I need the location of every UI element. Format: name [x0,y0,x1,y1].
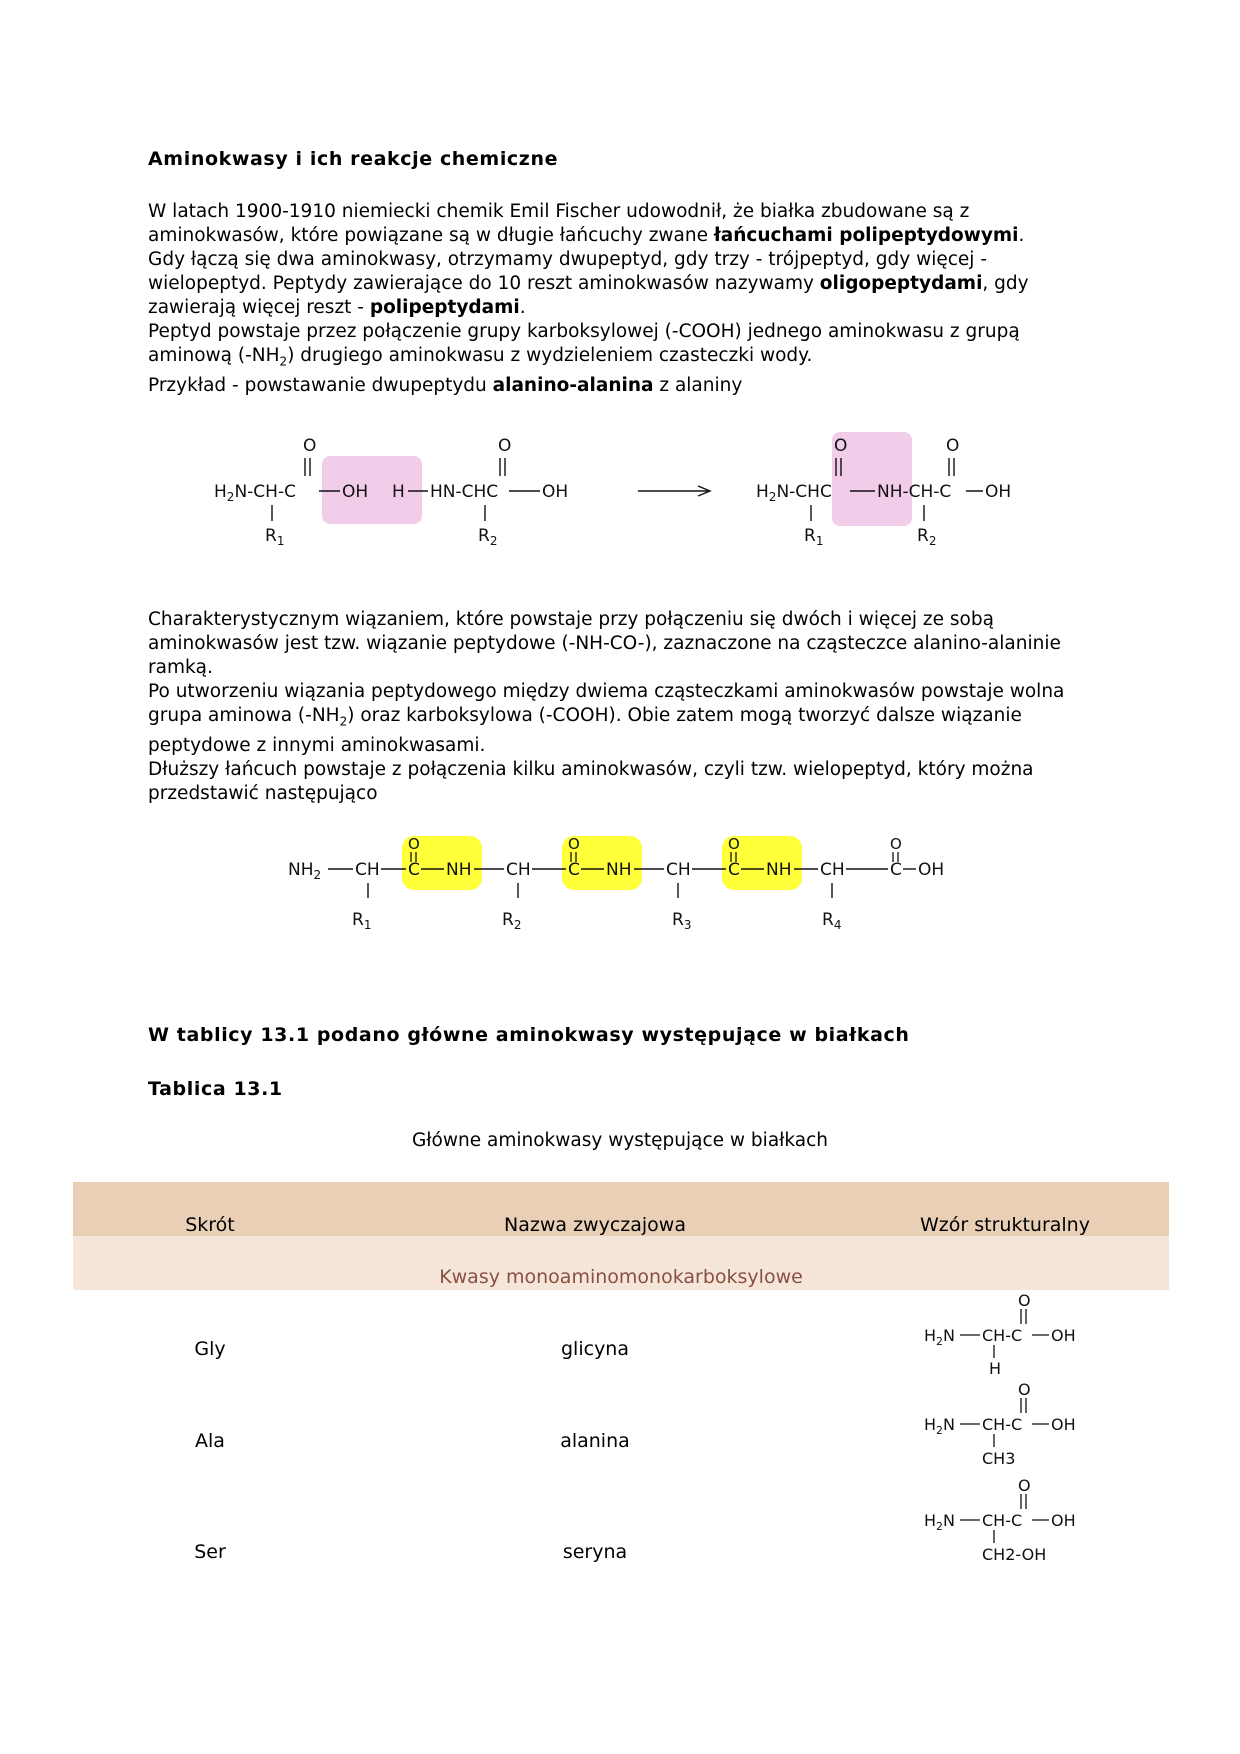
svg-text:H: H [392,482,405,502]
group-label: Kwasy monoaminomonokarboksylowe [439,1266,803,1288]
row-gly-name: glicyna [561,1338,629,1360]
svg-text:OH: OH [542,482,569,502]
row-gly-abbr: Gly [194,1338,226,1360]
svg-text:O: O [946,436,960,456]
svg-text:CH: CH [666,860,691,880]
svg-text:CH: CH [355,860,380,880]
svg-text:R1: $R_1$ [352,910,372,932]
header-name: Nazwa zwyczajowa [504,1214,686,1236]
page-title: Aminokwasy i ich reakcje chemiczne [148,148,559,170]
svg-text:OH: OH [1051,1511,1076,1530]
svg-text:O: O [1018,1380,1031,1399]
svg-text:NH-CH-C: NH-CH-C [877,482,952,502]
svg-text:OH: OH [985,482,1012,502]
alanine-formula [918,1377,1098,1477]
svg-text:CH-C: CH-C [982,1326,1023,1345]
table-caption: Główne aminokwasy występujące w białkach [411,1130,829,1151]
alanine-side-chain: CH3 [982,1449,1016,1468]
svg-text:NH: NH [606,860,632,880]
header-formula: Wzór strukturalny [920,1214,1090,1236]
svg-text:R3: $R_3$ [672,910,692,932]
svg-text:O: O [1018,1476,1031,1495]
row-ser-abbr: Ser [194,1541,226,1563]
row-ala-name: alanina [560,1430,630,1452]
svg-text:C: C [890,860,902,880]
svg-text:OH: OH [1051,1326,1076,1345]
water-highlight [322,456,422,524]
header-abbr: Skrót [185,1214,235,1236]
svg-text:H2N: $H_2N$ [924,1511,955,1533]
svg-text:C: C [568,860,580,880]
svg-text:C: C [728,860,740,880]
row-ala-abbr: Ala [195,1430,225,1452]
svg-text:O: O [408,835,420,853]
svg-text:O: O [498,436,512,456]
svg-text:H2N-CHC: $H_2N$-CHC [756,482,832,504]
svg-text:CH: CH [820,860,845,880]
svg-text:C: C [408,860,420,880]
svg-text:NH2: $NH_2$ [288,860,322,882]
svg-text:NH: NH [446,860,472,880]
svg-text:R1: $R_1$ [804,526,824,548]
serine-formula [918,1473,1098,1603]
svg-text:R2: $R_2$ [478,526,498,548]
svg-text:HN-CHC: HN-CHC [430,482,499,502]
svg-text:NH: NH [766,860,792,880]
svg-text:O: O [834,436,848,456]
svg-text:OH: OH [1051,1415,1076,1434]
svg-text:CH-C: CH-C [982,1415,1023,1434]
svg-text:R2: $R_2$ [917,526,937,548]
polypeptide-diagram [280,830,980,940]
svg-text:CH-C: CH-C [982,1511,1023,1530]
svg-text:O: O [728,835,740,853]
peptide-bond-paragraph: Charakterystycznym wiązaniem, które powstaje przy połączeniu się dwóch i więcej ze sobą aminokwasów jest tzw. wiązanie peptydowe (-NH-CO-), zaznaczone na cząsteczce alanino-alaninie ramką. Po utworzeniu wiązania peptydowego między dwiema cząsteczkami aminokwasów powstaje wolna grupa aminowa $(-NH_2)$ oraz karboksylowa (-COOH). Obie zatem mogą tworzyć dalsze wiązanie peptydowe z innymi aminokwasami. Dłuższy łańcuch powstaje z połączenia kilku aminokwasów, czyli tzw. wielopeptyd, który można przedstawić następująco [148,609,1065,804]
svg-text:O: O [568,835,580,853]
table-label: Tablica 13.1 [148,1078,283,1100]
svg-text:H2N-CH-C: $H_2N-CH-C$ [214,482,296,504]
svg-text:R2: $R_2$ [502,910,522,932]
glycine-side-chain: H [989,1359,1002,1378]
svg-text:H2N: $H_2N$ [924,1415,955,1437]
svg-text:O: O [303,436,317,456]
svg-text:CH: CH [506,860,531,880]
svg-text:O: O [890,835,902,853]
reaction-diagram [200,420,1060,560]
intro-paragraph: W latach 1900-1910 niemiecki chemik Emil Fischer udowodnił, że białka zbudowane są z aminokwasów, które powiązane są w długie łańcuchy zwane łańcuchami polipeptydowymi. Gdy łączą się dwa aminokwasy, otrzymamy dwupeptyd, gdy trzy - trójpeptyd, gdy więcej - wielopeptyd. Peptydy zawierające do 10 reszt aminokwasów nazywamy oligopeptydami, gdy zawierają więcej reszt - polipeptydami. Peptyd powstaje przez połączenie grupy karboksylowej (-COOH) jednego aminokwasu z grupą aminową $(-NH_2)$ drugiego aminokwasu z wydzieleniem czasteczki wody. Przykład - powstawanie dwupeptydu alanino-alanina z alaniny [148,201,1029,396]
svg-text:R4: $R_4$ [822,910,842,932]
svg-text:H2N: $H_2N$ [924,1326,955,1348]
glycine-formula [918,1288,1098,1384]
svg-text:OH: OH [918,860,945,880]
serine-side-chain: CH2-OH [982,1545,1047,1564]
row-ser-name: seryna [562,1541,628,1563]
table-intro-heading: W tablicy 13.1 podano główne aminokwasy występujące w białkach [148,1024,910,1046]
svg-text:O: O [1018,1291,1031,1310]
svg-text:R1: $R_1$ [265,526,285,548]
svg-text:OH: OH [342,482,369,502]
